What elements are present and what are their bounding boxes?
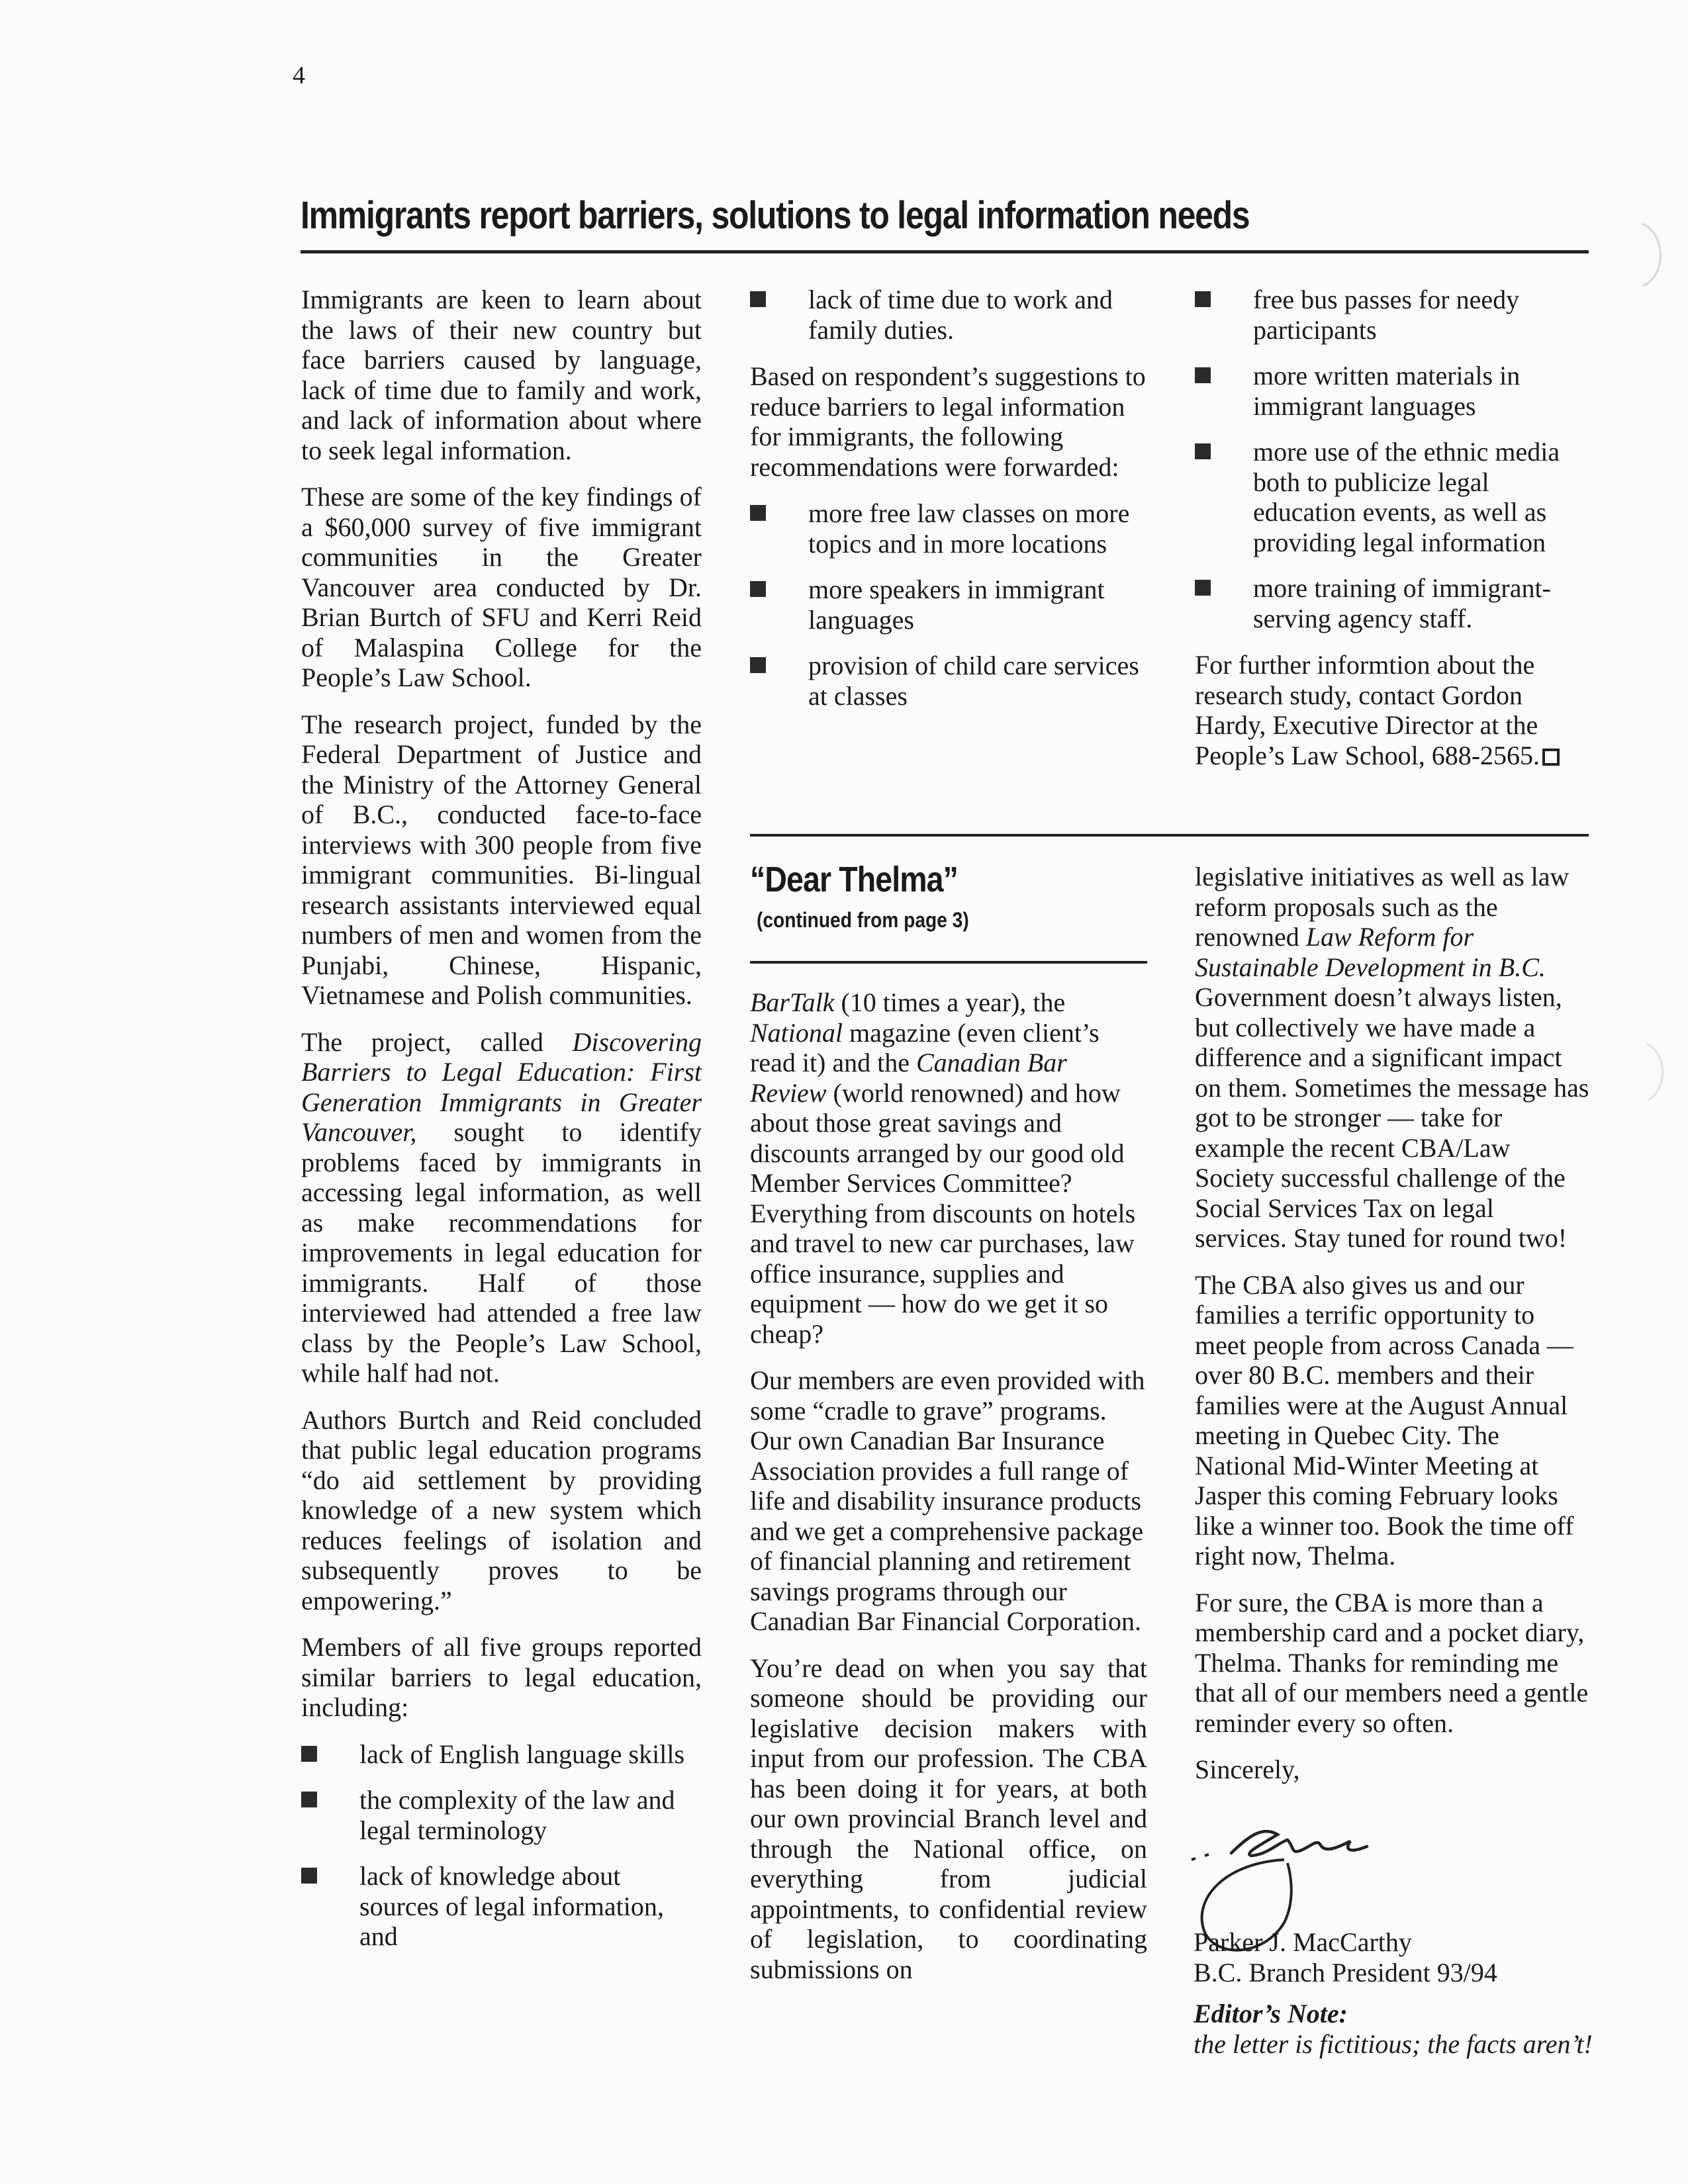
text-span: The project, called <box>301 1026 543 1057</box>
editor-note-label: Editor’s Note: <box>1194 1999 1348 2028</box>
list-item: lack of English language skills <box>301 1739 702 1770</box>
list-item: the complexity of the law and legal terminology <box>301 1785 702 1845</box>
article-paragraph <box>301 1027 702 1388</box>
list-item: lack of time due to work and family duties. <box>750 285 1147 345</box>
editor-note <box>1194 1999 1593 2060</box>
article-column-1 <box>301 285 702 1968</box>
barriers-list-continued <box>750 285 1147 345</box>
page-number: 4 <box>293 62 305 89</box>
letter-paragraph: Our members are even provided with some “cradle to grave” programs. Our own Canadian Bar Insurance Association provides a full range of life and disability insurance products and we get a comprehensive package of financial planning and retirement savings programs through our Canadian Bar Financial Corporation. <box>750 1365 1145 1636</box>
barriers-list <box>301 1739 702 1952</box>
list-item: more written materials in immigrant languages <box>1195 361 1592 421</box>
publication-name: Canadian Bar Review <box>750 1048 1067 1108</box>
letter-column-2 <box>750 987 1147 2001</box>
article-headline: Immigrants report barriers, solutions to legal information needs <box>301 194 1250 237</box>
article-closing <box>1195 650 1592 770</box>
list-item: free bus passes for needy participants <box>1195 285 1592 345</box>
letter-paragraph <box>1195 862 1592 1253</box>
publication-name: BarTalk <box>750 987 835 1017</box>
list-item: lack of knowledge about sources of legal information, and <box>301 1861 702 1952</box>
article-paragraph: The research project, funded by the Federal Department of Justice and the Ministry of the Attorney General of B.C., conducted face-to-face interviews with 300 people from five immigrant communities. Bi-lingual research assistants interviewed equal numbers of men and women from the Punjabi, Chinese, Hispanic, Vietnamese and Polish communities. <box>301 709 702 1010</box>
report-title: Law Reform for Sustainable Development in B.C. <box>1195 922 1546 982</box>
letter-title-rule <box>750 961 1147 964</box>
list-item: more training of immigrant-serving agency staff. <box>1195 573 1592 633</box>
letter-column-3 <box>1195 862 1592 1801</box>
editor-note-text: the letter is fictitious; the facts aren’t! <box>1194 2029 1593 2059</box>
signer-title: B.C. Branch President 93/94 <box>1194 1958 1497 1987</box>
list-item: more free law classes on more topics and in more locations <box>750 498 1147 559</box>
binder-hole-mark-icon <box>1635 218 1675 291</box>
letter-paragraph: For sure, the CBA is more than a membership card and a pocket diary, Thelma. Thanks for reminding me that all of our members need a gentle reminder every so often. <box>1195 1587 1589 1738</box>
article-paragraph: Authors Burtch and Reid concluded that public legal education programs “do aid settlement by providing knowledge of a new system which reduces feelings of isolation and subsequently proves to be empowering.” <box>301 1404 702 1615</box>
list-item: more speakers in immigrant languages <box>750 574 1147 635</box>
text-span: legislative initiatives as well as law reform proposals such as the renowned <box>1195 862 1570 952</box>
list-item: provision of child care services at classes <box>750 651 1147 711</box>
article-paragraph: Based on respondent’s suggestions to reduce barriers to legal information for immigrants, the following recommendations were forwarded: <box>750 361 1146 482</box>
text-span: magazine (even client’s read it) and the <box>750 1017 1100 1077</box>
signer-name: Parker J. MacCarthy <box>1194 1927 1412 1957</box>
section-rule <box>750 834 1589 837</box>
text-span: (world renowned) and how about those great savings and discounts arranged by our good old Member Services Committee? Everything from discounts on hotels and travel to new car purchases, law office insurance, supplies and equipment — how do we get it so cheap? <box>750 1077 1136 1349</box>
article-paragraph: These are some of the key findings of a $60,000 survey of five immigrant communities in the Greater Vancouver area conducted by Dr. Brian Burtch of SFU and Kerri Reid of Malaspina College for the People’s Law School. <box>301 482 702 692</box>
recommendations-list <box>750 498 1147 711</box>
text-span: For further informtion about the research study, contact Gordon Hardy, Executive Director at the People’s Law School, 688-2565. <box>1195 650 1540 770</box>
letter-title: “Dear Thelma” <box>750 860 959 899</box>
article-paragraph: Members of all five groups reported similar barriers to legal education, including: <box>301 1632 702 1722</box>
letter-closing: Sincerely, <box>1195 1754 1300 1784</box>
binder-hole-mark-icon <box>1642 1039 1675 1105</box>
letter-subtitle: (continued from page 3) <box>757 908 969 932</box>
text-span: Government doesn’t always listen, but collectively we have made a difference and a significant impact on them. Sometimes the message has got to be stronger — take for example the recent CBA/Law Society successful challenge of the Social Services Tax on legal services. Stay tuned for round two! <box>1195 982 1589 1253</box>
letter-paragraph: You’re dead on when you say that someone should be providing our legislative decision makers with input from our profession. The CBA has been doing it for years, at both our own provincial Branch level and through the National office, on everything from judicial appointments, to confidential review of legislation, to coordinating submissions on <box>750 1653 1147 1984</box>
recommendations-list-continued <box>1195 285 1592 633</box>
signature-block <box>1194 1927 1497 1988</box>
article-paragraph: Immigrants are keen to learn about the laws of their new country but face barriers caused by language, lack of time due to family and work, and lack of information about where to seek legal information. <box>301 285 702 465</box>
list-item: more use of the ethnic media both to publicize legal education events, as well as providing legal information <box>1195 437 1592 557</box>
study-title: Discovering Barriers to Legal Education: First Generation Immigrants in Greater Vancouver, <box>301 1026 702 1147</box>
headline-rule <box>301 250 1589 253</box>
letter-paragraph <box>750 987 1147 1349</box>
letter-paragraph: The CBA also gives us and our families a terrific opportunity to meet people from across Canada — over 80 B.C. members and their families were at the August Annual meeting in Quebec City. The National Mid-Winter Meeting at Jasper this coming February looks like a winner too. Book the time off right now, Thelma. <box>1195 1269 1574 1570</box>
text-span: (10 times a year), the <box>834 987 1066 1017</box>
end-mark-icon <box>1542 749 1560 766</box>
article-column-2 <box>750 285 1147 727</box>
article-column-3 <box>1195 285 1592 787</box>
publication-name: National <box>750 1017 843 1048</box>
text-span: sought to identify problems faced by immigrants in accessing legal information, as well as make recommendations for improvements in legal education for immigrants. Half of those interviewed had attended a free law class by the People’s Law School, while half had not. <box>301 1117 702 1388</box>
